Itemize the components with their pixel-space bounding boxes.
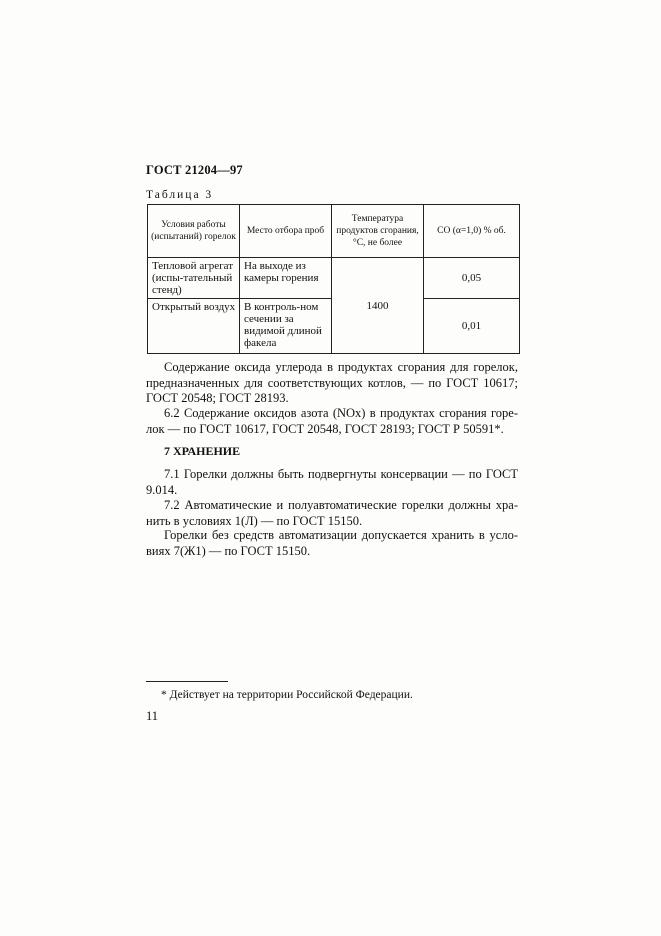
table-row <box>148 258 520 299</box>
paragraph-7-2: 7.2 Автоматические и полуавтоматические горелки должны хра-нить в условиях 1(Л) — по ГОСТ 15150. <box>146 498 518 528</box>
paragraph-storage: Горелки без средств автоматизации допускается хранить в усло-виях 7(Ж1) — по ГОСТ 15150. <box>146 528 518 558</box>
page-number: 11 <box>146 709 159 723</box>
column-header-co: CO (α=1,0) % об. <box>424 205 520 258</box>
table-caption: Таблица 3 <box>146 189 214 201</box>
cell-condition: Открытый воздух <box>148 299 240 354</box>
cell-co-value: 0,05 <box>424 258 520 299</box>
table-3 <box>147 204 520 354</box>
section-7-title: 7 ХРАНЕНИЕ <box>164 444 241 458</box>
document-code-header: ГОСТ 21204—97 <box>146 163 243 177</box>
footnote-divider <box>146 681 228 682</box>
column-header-sampling-place: Место отбора проб <box>240 205 332 258</box>
column-header-conditions: Условия работы (испытаний) горелок <box>148 205 240 258</box>
footnote: * Действует на территории Российской Федерации. <box>161 689 413 701</box>
column-header-temperature: Температура продуктов сгорания, °С, не более <box>332 205 424 258</box>
paragraph-6-2: 6.2 Содержание оксидов азота (NOx) в продуктах сгорания горе-лок — по ГОСТ 10617, ГОСТ 20548, ГОСТ 28193; ГОСТ Р 50591*. <box>146 406 518 436</box>
table-header-row <box>148 205 520 258</box>
cell-co-value: 0,01 <box>424 299 520 354</box>
cell-sampling-place: На выходе из камеры горения <box>240 258 332 299</box>
cell-temperature: 1400 <box>332 258 424 354</box>
cell-sampling-place: В контроль-ном сечении за видимой длиной факела <box>240 299 332 354</box>
cell-condition: Тепловой агрегат (испы-тательный стенд) <box>148 258 240 299</box>
paragraph-co-content: Содержание оксида углерода в продуктах сгорания для горелок, предназначенных для соответствующих котлов, — по ГОСТ 10617; ГОСТ 20548; ГОСТ 28193. <box>146 360 518 405</box>
paragraph-7-1: 7.1 Горелки должны быть подвергнуты консервации — по ГОСТ 9.014. <box>146 467 518 497</box>
